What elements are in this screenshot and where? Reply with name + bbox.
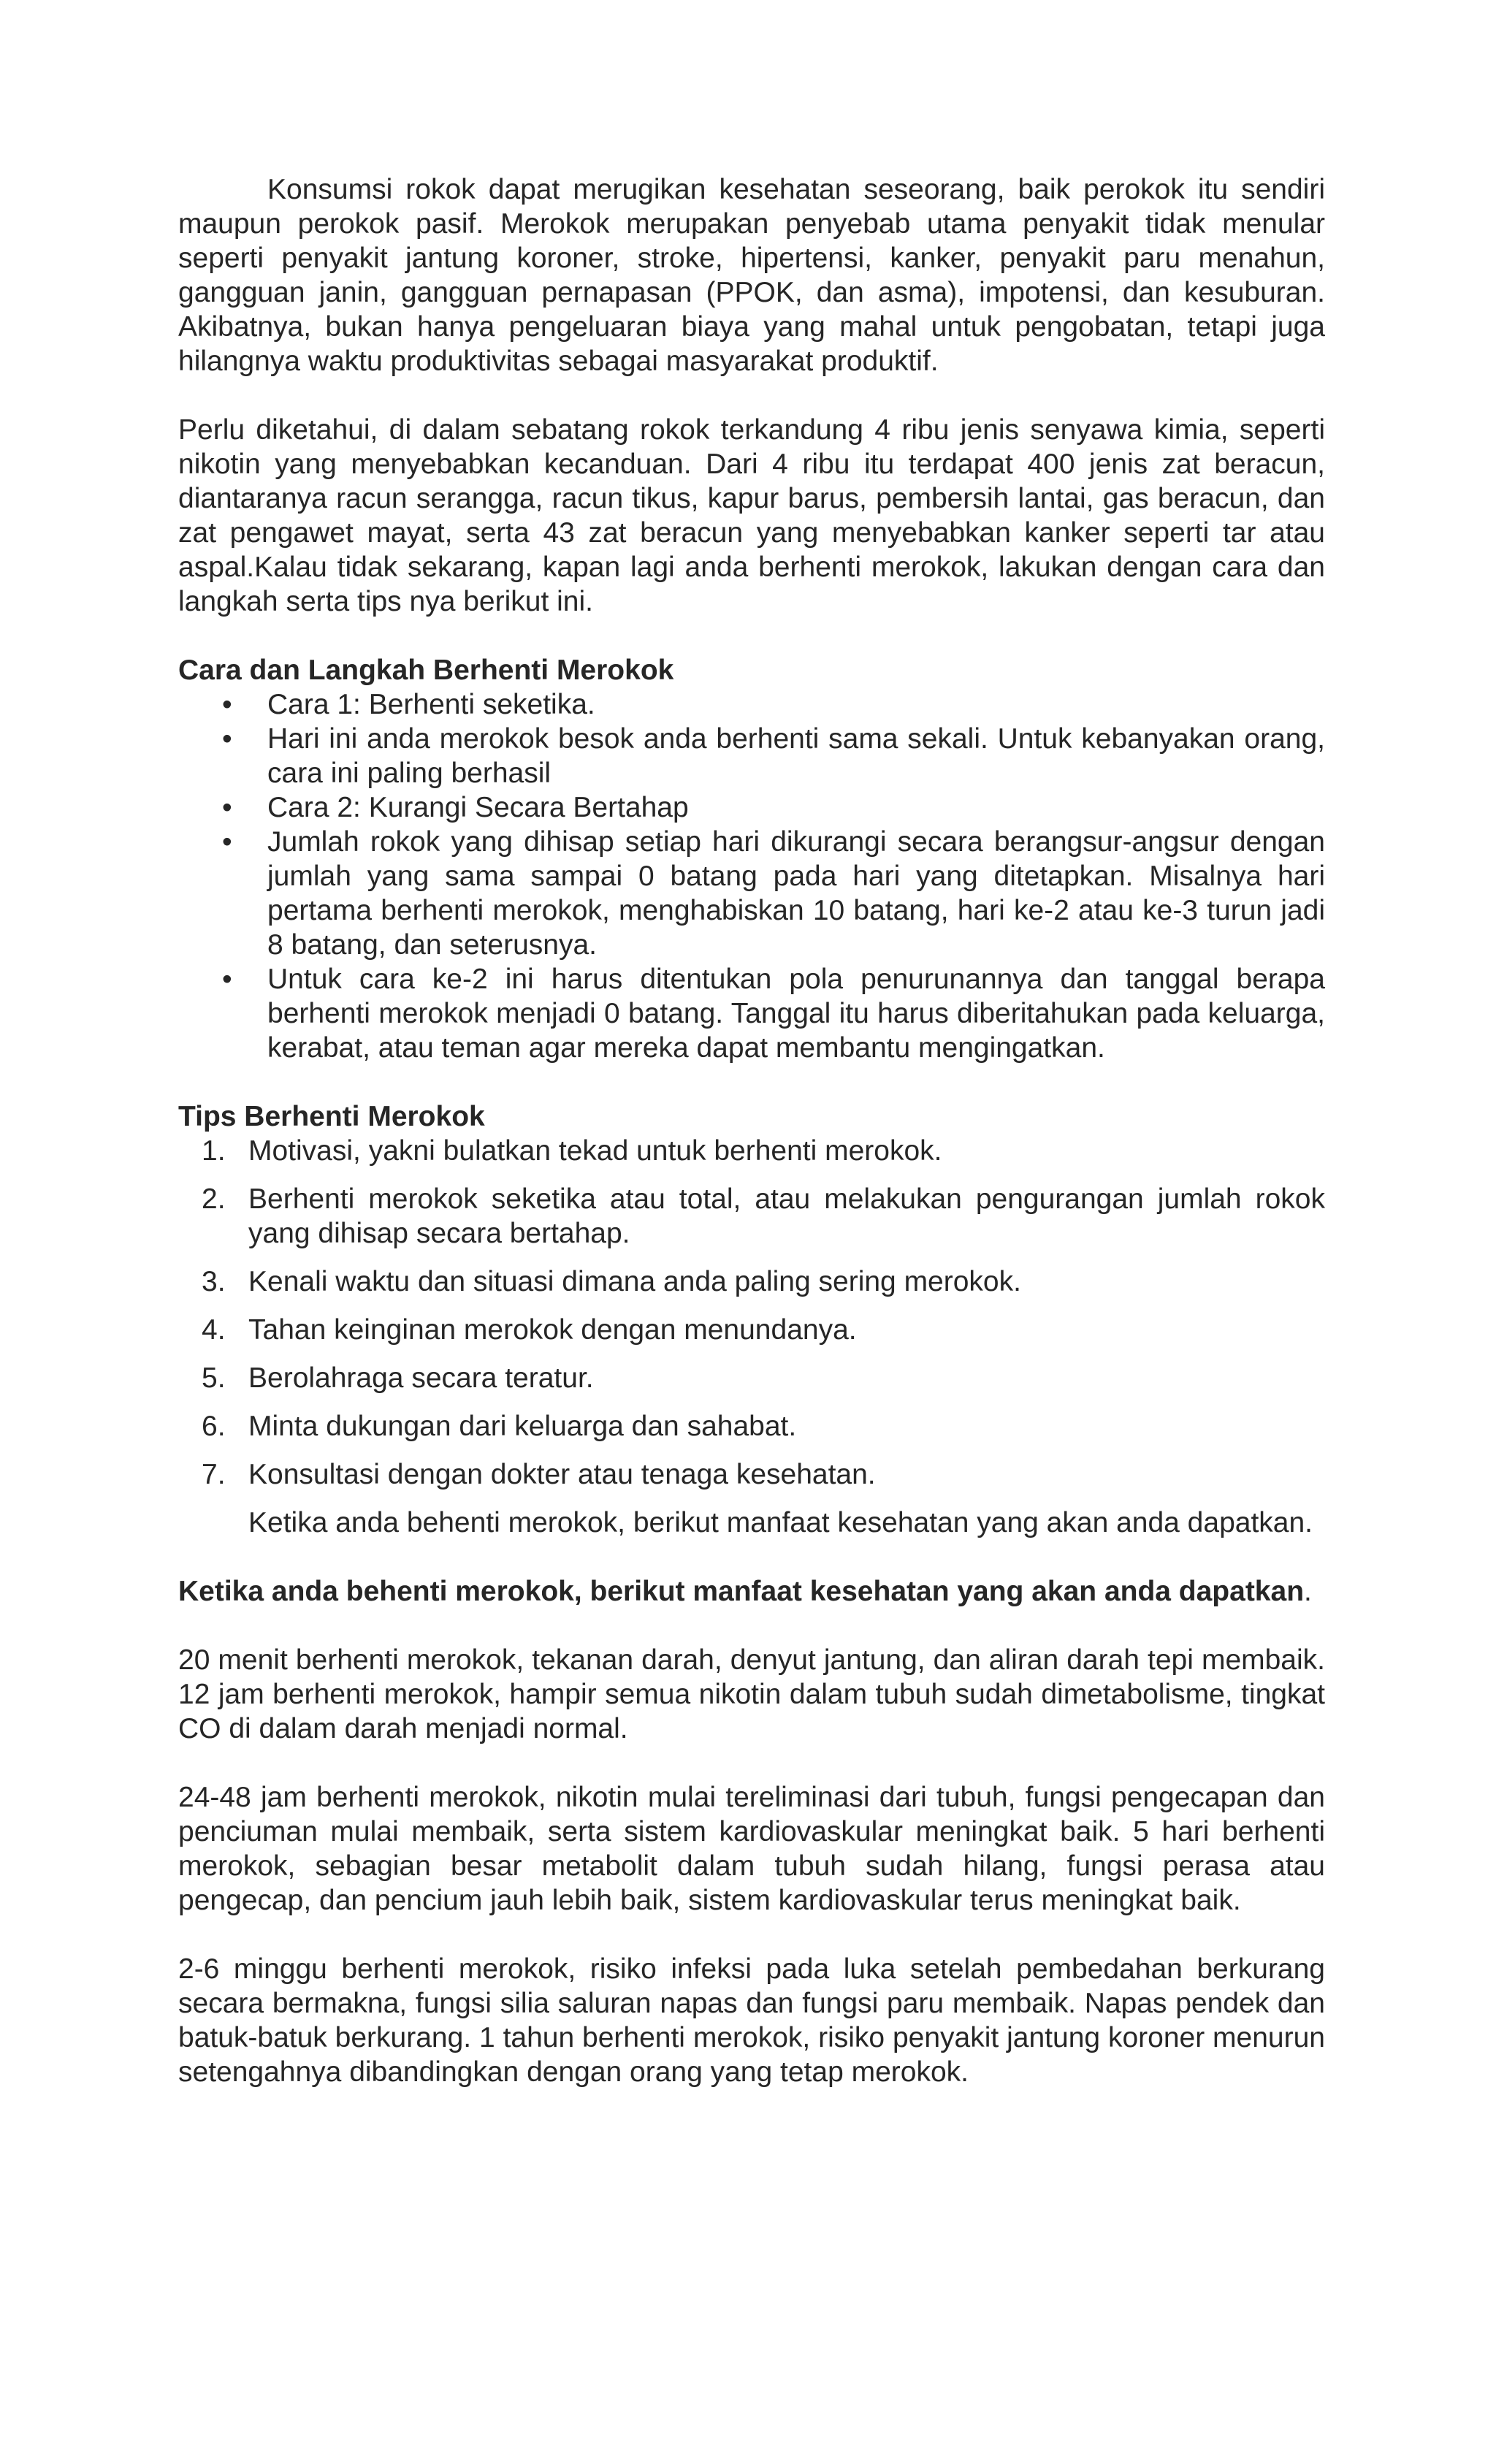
intro-paragraph-1: Konsumsi rokok dapat merugikan kesehatan seseorang, baik perokok itu sendiri maupun perokok pasif. Merokok merupakan penyebab utama penyakit tidak menular seperti penyakit jantung koroner, stroke, hipertensi, kanker, penyakit paru menahun, gangguan janin, gangguan pernapasan (PPOK, dan asma), impotensi, dan kesuburan. Akibatnya, bukan hanya pengeluaran biaya yang mahal untuk pengobatan, tetapi juga hilangnya waktu produktivitas sebagai masyarakat produktif. bbox=[178, 174, 1325, 377]
manfaat-paragraph-2: 24-48 jam berhenti merokok, nikotin mulai tereliminasi dari tubuh, fungsi pengecapan dan penciuman mulai membaik, serta sistem kardiovaskular meningkat baik. 5 hari berhenti merokok, sebagian besar metabolit dalam tubuh sudah hilang, fungsi perasa atau pengecap, dan pencium jauh lebih baik, sistem kardiovaskular terus meningkat baik. bbox=[178, 1782, 1325, 1916]
intro-paragraph-2: Perlu diketahui, di dalam sebatang rokok terkandung 4 ribu jenis senyawa kimia, seperti nikotin yang menyebabkan kecanduan. Dari 4 ribu itu terdapat 400 jenis zat beracun, diantaranya racun serangga, racun tikus, kapur barus, pembersih lantai, gas beracun, dan zat pengawet mayat, serta 43 zat beracun yang menyebabkan kanker seperti tar atau aspal.Kalau tidak sekarang, kapan lagi anda berhenti merokok, lakukan dengan cara dan langkah serta tips nya berikut ini. bbox=[178, 414, 1325, 617]
list-item: 6. Minta dukungan dari keluarga dan sahabat. bbox=[202, 1411, 797, 1442]
list-item: 5. Berolahraga secara teratur. bbox=[202, 1362, 594, 1394]
tips-note: Ketika anda behenti merokok, berikut manfaat kesehatan yang akan anda dapatkan. bbox=[248, 1507, 1313, 1538]
list-number: 2. bbox=[202, 1183, 226, 1215]
tips-heading: Tips Berhenti Merokok bbox=[178, 1101, 485, 1132]
tips-list bbox=[178, 1134, 1325, 1492]
bullet-icon: • bbox=[222, 964, 232, 995]
list-item: 7. Konsultasi dengan dokter atau tenaga kesehatan. bbox=[202, 1459, 876, 1490]
list-item: • Hari ini anda merokok besok anda berhenti sama sekali. Untuk kebanyakan orang, cara ini paling berhasil bbox=[222, 723, 1325, 789]
manfaat-paragraph-1: 20 menit berhenti merokok, tekanan darah, denyut jantung, dan aliran darah tepi membaik. 12 jam berhenti merokok, hampir semua nikotin dalam tubuh sudah dimetabolisme, tingkat CO di dalam darah menjadi normal. bbox=[178, 1644, 1325, 1744]
list-number: 1. bbox=[202, 1135, 226, 1167]
list-number: 7. bbox=[202, 1459, 226, 1490]
list-item: • Jumlah rokok yang dihisap setiap hari dikurangi secara berangsur-angsur dengan jumlah yang sama sampai 0 batang pada hari yang ditetapkan. Misalnya hari pertama berhenti merokok, menghabiskan 10 batang, hari ke-2 atau ke-3 turun jadi 8 batang, dan seterusnya. bbox=[222, 826, 1325, 961]
list-item: 4. Tahan keinginan merokok dengan menundanya. bbox=[202, 1314, 857, 1346]
list-item: • Cara 1: Berhenti seketika. bbox=[222, 689, 595, 720]
list-number: 4. bbox=[202, 1314, 226, 1346]
list-item: 1. Motivasi, yakni bulatkan tekad untuk berhenti merokok. bbox=[202, 1135, 942, 1167]
list-item: • Cara 2: Kurangi Secara Bertahap bbox=[222, 792, 689, 823]
bullet-icon: • bbox=[222, 792, 232, 823]
list-item: • Untuk cara ke-2 ini harus ditentukan pola penurunannya dan tanggal berapa berhenti merokok menjadi 0 batang. Tanggal itu harus diberitahukan pada keluarga, kerabat, atau teman agar mereka dapat membantu mengingatkan. bbox=[222, 964, 1325, 1064]
manfaat-heading: Ketika anda behenti merokok, berikut manfaat kesehatan yang akan anda dapatkan. bbox=[178, 1576, 1312, 1607]
list-number: 6. bbox=[202, 1411, 226, 1442]
cara-list bbox=[178, 687, 1325, 1065]
list-number: 3. bbox=[202, 1266, 226, 1297]
bullet-icon: • bbox=[222, 826, 232, 858]
bullet-icon: • bbox=[222, 723, 232, 755]
bullet-icon: • bbox=[222, 689, 232, 720]
manfaat-paragraph-3: 2-6 minggu berhenti merokok, risiko infeksi pada luka setelah pembedahan berkurang secara bermakna, fungsi silia saluran napas dan fungsi paru membaik. Napas pendek dan batuk-batuk berkurang. 1 tahun berhenti merokok, risiko penyakit jantung koroner menurun setengahnya dibandingkan dengan orang yang tetap merokok. bbox=[178, 1953, 1325, 2088]
cara-heading: Cara dan Langkah Berhenti Merokok bbox=[178, 655, 674, 686]
list-item: 2. Berhenti merokok seketika atau total, atau melakukan pengurangan jumlah rokok yang dihisap secara bertahap. bbox=[202, 1183, 1325, 1249]
list-number: 5. bbox=[202, 1362, 226, 1394]
list-item: 3. Kenali waktu dan situasi dimana anda paling sering merokok. bbox=[202, 1266, 1021, 1297]
document-page bbox=[178, 172, 1325, 2089]
